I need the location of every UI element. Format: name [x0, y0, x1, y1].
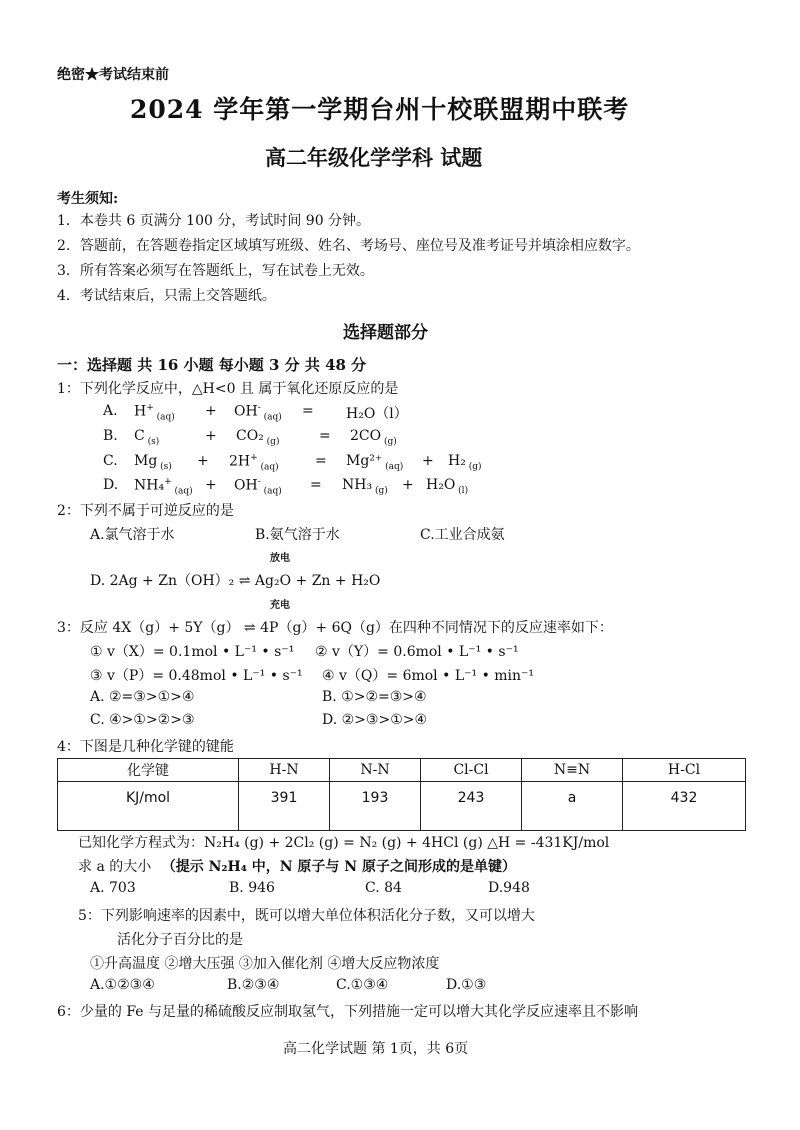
notice-item: 1．本卷共 6 页满分 100 分，考试时间 90 分钟。 [57, 213, 371, 229]
notice-item: 4．考试结束后，只需上交答题纸。 [57, 288, 276, 304]
question-4-hint: （提示 N₂H₄ 中，N 原子与 N 原子之间形成的是单键） [161, 859, 516, 875]
rate-condition-4: ④ v（Q）= 6mol • L⁻¹ • min⁻¹ [322, 668, 535, 684]
question-5-option-b: B.②③④ [227, 977, 280, 993]
rate-condition-3: ③ v（P）= 0.48mol • L⁻¹ • s⁻¹ [90, 668, 303, 684]
table-header-cell: H-N [239, 759, 330, 782]
question-3-option-c: C. ④>①>②>③ [90, 712, 195, 728]
question-2-option-b: B.氨气溶于水 [255, 527, 340, 543]
table-header-cell: N-N [330, 759, 421, 782]
question-2-option-c: C.工业合成氨 [420, 527, 505, 543]
table-cell: a [522, 782, 623, 831]
table-header-row [58, 759, 746, 782]
question-2-stem: 2：下列不属于可逆反应的是 [57, 503, 234, 519]
question-3-stem: 3：反应 4X（g）+ 5Y（g） ⇌ 4P（g）+ 6Q（g）在四种不同情况下的反应速率如下： [57, 620, 613, 636]
page-footer: 高二化学试题 第 1页，共 6页 [283, 1041, 469, 1057]
question-3-option-d: D. ②>③>①>④ [322, 712, 428, 728]
question-3-option-b: B. ①>②=③>④ [322, 689, 427, 705]
rate-condition-2: ② v（Y）= 0.6mol • L⁻¹ • s⁻¹ [315, 644, 519, 660]
question-5-option-a: A.①②③④ [90, 977, 155, 993]
table-header-cell: H-Cl [623, 759, 746, 782]
question-5-factors: ①升高温度 ②增大压强 ③加入催化剂 ④增大反应物浓度 [90, 956, 440, 972]
question-4-option-c: C. 84 [365, 880, 402, 896]
question-4-option-b: B. 946 [229, 880, 275, 896]
question-4-option-a: A. 703 [90, 880, 136, 896]
table-header-cell: Cl-Cl [421, 759, 522, 782]
table-cell: 391 [239, 782, 330, 831]
question-2-option-a: A.氯气溶于水 [90, 527, 175, 543]
question-4-option-d: D.948 [488, 880, 530, 896]
rate-condition-1: ① v（X）= 0.1mol • L⁻¹ • s⁻¹ [90, 644, 295, 660]
question-5-option-d: D.①③ [446, 977, 487, 993]
question-4-equation: 已知化学方程式为：N₂H₄ (g) + 2Cl₂ (g) = N₂ (g) + 4HCl (g) △H = -431KJ/mol [78, 835, 610, 851]
table-cell: 193 [330, 782, 421, 831]
confidential-mark: 绝密★考试结束前 [57, 67, 169, 83]
bond-energy-table [57, 758, 746, 831]
question-6-stem: 6：少量的 Fe 与足量的稀硫酸反应制取氢气，下列措施一定可以增大其化学反应速率且不影响 [57, 1004, 639, 1020]
exam-subtitle: 高二年级化学学科 试题 [265, 145, 483, 170]
question-4-ask: 求 a 的大小 （提示 N₂H₄ 中，N 原子与 N 原子之间形成的是单键） [78, 859, 516, 875]
question-5-stem-line2: 活化分子百分比的是 [117, 932, 243, 948]
charge-label: 充电 [270, 600, 290, 611]
table-row [58, 782, 746, 831]
question-4-stem: 4：下图是几种化学键的键能 [57, 739, 234, 755]
question-1-stem: 1：下列化学反应中，△H<0 且 属于氧化还原反应的是 [57, 381, 399, 397]
exam-title: 2024 学年第一学期台州十校联盟期中联考 [130, 95, 630, 124]
table-row-label: KJ/mol [58, 782, 239, 831]
question-3-option-a: A. ②=③>①>④ [90, 689, 195, 705]
part-heading: 一：选择题 共 16 小题 每小题 3 分 共 48 分 [57, 356, 367, 374]
table-cell: 243 [421, 782, 522, 831]
discharge-label: 放电 [270, 553, 290, 564]
notice-item: 3．所有答案必须写在答题纸上，写在试卷上无效。 [57, 263, 374, 279]
question-2-option-d: D. 2Ag + Zn（OH）₂ ⇌ Ag₂O + Zn + H₂O [90, 573, 381, 589]
notice-item: 2．答题前，在答题卷指定区域填写班级、姓名、考场号、座位号及准考证号并填涂相应数字。 [57, 238, 640, 254]
question-5-stem-line1: 5：下列影响速率的因素中，既可以增大单位体积活化分子数，又可以增大 [78, 908, 535, 924]
table-cell: 432 [623, 782, 746, 831]
question-5-option-c: C.①③④ [336, 977, 389, 993]
table-header-cell: N≡N [522, 759, 623, 782]
table-header-cell: 化学键 [58, 759, 239, 782]
notice-heading: 考生须知: [57, 191, 119, 207]
section-title: 选择题部分 [343, 323, 428, 343]
